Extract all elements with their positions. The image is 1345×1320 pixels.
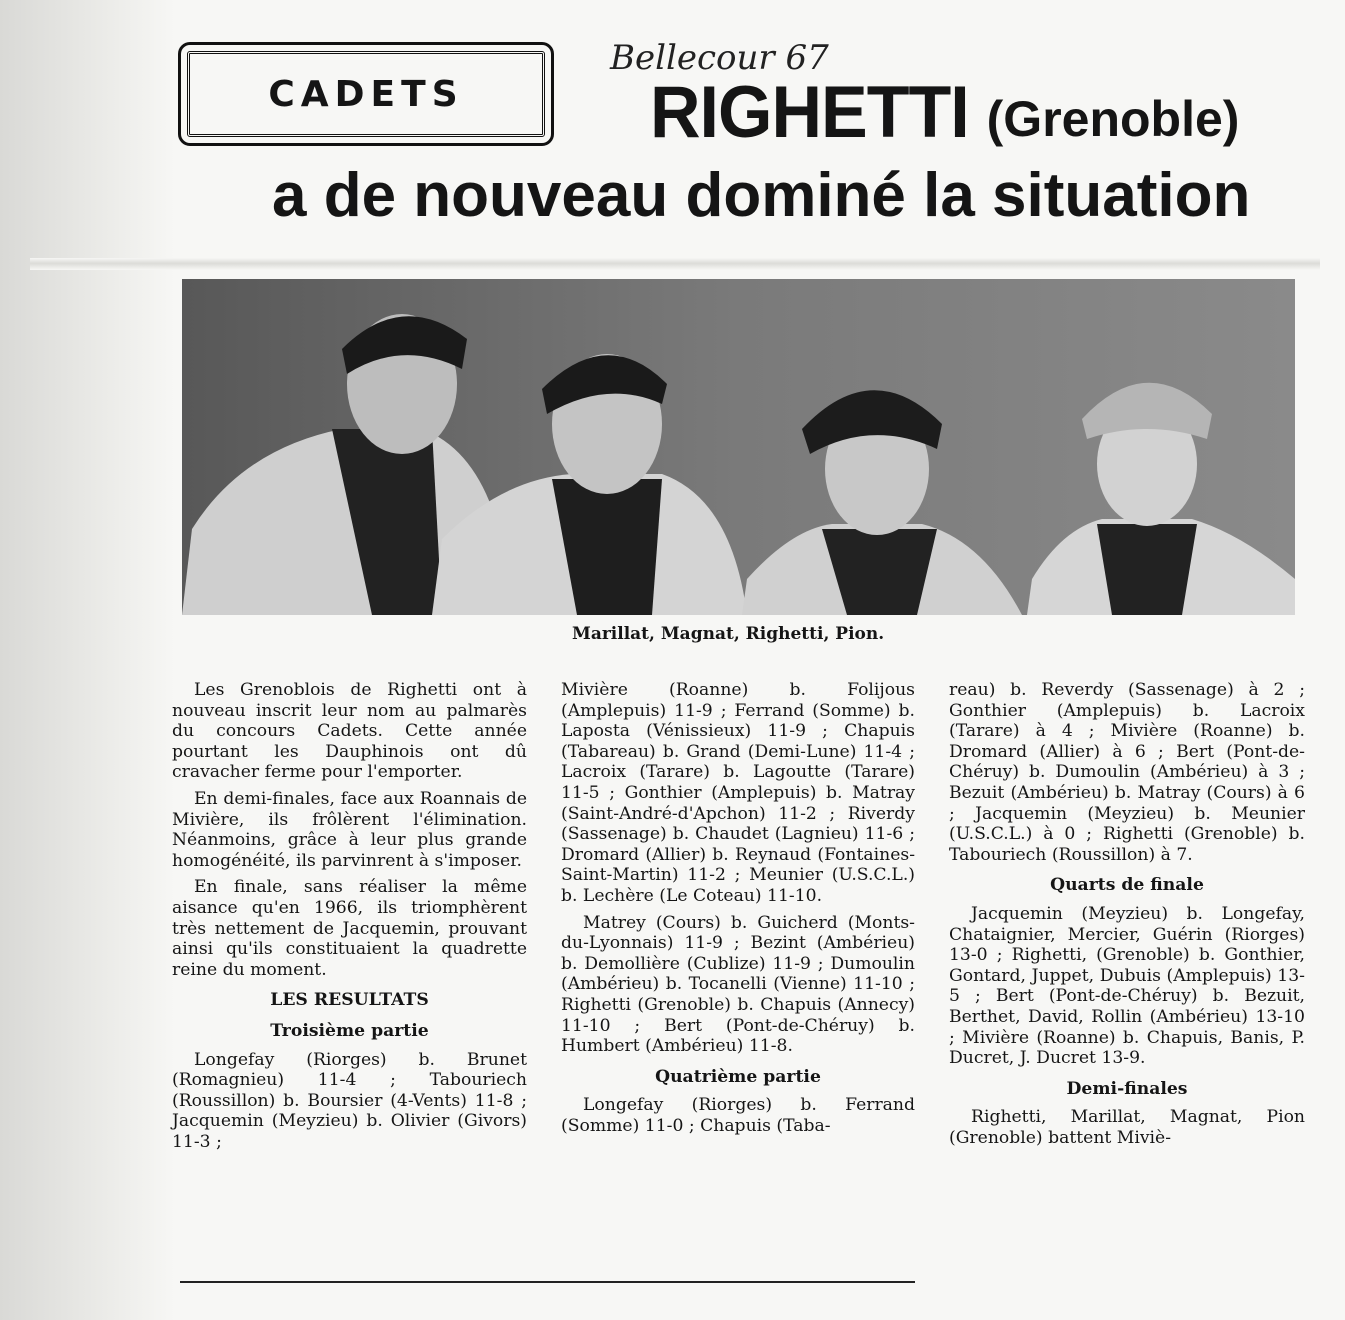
photo-caption: Marillat, Magnat, Righetti, Pion. — [572, 624, 885, 644]
paragraph: reau) b. Reverdy (Sassenage) à 2 ; Gonthier (Amplepuis) b. Lacroix (Tarare) à 4 ; Mivière (Roanne) b. Dromard (Allier) à 6 ; Bert (Pont-de-Chéruy) b. Dumoulin (Ambérieu) à 3 ; Bezuit (Ambérieu) b. Matray (Cours) à 6 ; Jacquemin (Meyzieu) b. Meunier (U.S.C.L.) à 0 ; Righetti (Grenoble) b. Tabouriech (Roussillon) à 7. — [949, 680, 1305, 865]
paragraph: Matrey (Cours) b. Guicherd (Monts-du-Lyonnais) 11-9 ; Bezint (Ambérieu) b. Demollière (Cublize) 11-9 ; Dumoulin (Ambérieu) b. Tocanelli (Vienne) 11-10 ; Righetti (Grenoble) b. Chapuis (Annecy) 11-10 ; Bert (Pont-de-Chéruy) b. Humbert (Ambérieu) 11-8. — [561, 912, 915, 1057]
headline-line-2: a de nouveau dominé la situation — [272, 161, 1251, 230]
headline-line-1 — [650, 72, 1239, 152]
paragraph: Les Grenoblois de Righetti ont à nouveau inscrit leur nom au palmarès du concours Cadets. Cette année pourtant les Dauphinois ont dû cravacher ferme pour l'emporter. — [172, 680, 527, 783]
handwritten-note: Bellecour 67 — [610, 38, 829, 78]
paragraph: Jacquemin (Meyzieu) b. Longefay, Chataignier, Mercier, Guérin (Riorges) 13-0 ; Righetti, (Grenoble) b. Gonthier, Gontard, Juppet, Dubuis (Amplepuis) 13-5 ; Bert (Pont-de-Chéruy) b. Bezuit, Berthet, David, Rollin (Ambérieu) 13-10 ; Mivière (Roanne) b. Chapuis, Banis, P. Ducret, J. Ducret 13-9. — [949, 903, 1305, 1069]
article-column-1 — [172, 680, 527, 1158]
article-column-2 — [561, 680, 915, 1142]
round-heading: Quarts de finale — [1050, 875, 1204, 896]
section-label-box — [178, 42, 554, 146]
paper-fold — [30, 258, 1320, 270]
paragraph: En finale, sans réaliser la même aisance qu'en 1966, ils triomphèrent très nettement de Jacquemin, prouvant ainsi qu'ils constituaient la quadrette reine du moment. — [172, 877, 527, 980]
paragraph: Longefay (Riorges) b. Ferrand (Somme) 11-0 ; Chapuis (Taba- — [561, 1095, 915, 1136]
paragraph: Mivière (Roanne) b. Folijous (Amplepuis) 11-9 ; Ferrand (Somme) b. Laposta (Vénissieux) 11-9 ; Chapuis (Tabareau) b. Grand (Demi-Lune) 11-4 ; Lacroix (Tarare) b. Lagoutte (Tarare) 11-5 ; Gonthier (Amplepuis) b. Matray (Saint-André-d'Apchon) 11-2 ; Riverdy (Sassenage) b. Chaudet (Lagnieu) 11-6 ; Dromard (Allier) b. Reynaud (Fontaines-Saint-Martin) 11-2 ; Meunier (U.S.C.L.) b. Lechère (Le Coteau) 11-10. — [561, 680, 915, 906]
section-label: CADETS — [268, 73, 464, 115]
scan-shadow — [0, 0, 175, 1320]
team-photo — [182, 279, 1295, 615]
paragraph: En demi-finales, face aux Roannais de Mivière, ils frôlèrent l'élimination. Néanmoins, grâce à leur plus grande homogénéité, ils parvinrent à s'imposer. — [172, 788, 527, 871]
article-column-3 — [949, 680, 1305, 1154]
team-photo-image — [182, 279, 1295, 615]
round-heading: Quatrième partie — [655, 1066, 821, 1087]
paragraph: Longefay (Riorges) b. Brunet (Romagnieu) 11-4 ; Tabouriech (Roussillon) b. Boursier (4-Vents) 11-8 ; Jacquemin (Meyzieu) b. Olivier (Givors) 11-3 ; — [172, 1049, 527, 1152]
round-heading: Troisième partie — [270, 1020, 429, 1041]
paragraph: Righetti, Marillat, Magnat, Pion (Grenoble) battent Miviè- — [949, 1107, 1305, 1148]
round-heading: Demi-finales — [1066, 1078, 1188, 1099]
results-heading: LES RESULTATS — [270, 990, 429, 1011]
column-rule — [180, 1281, 915, 1283]
headline-city: (Grenoble) — [986, 91, 1240, 147]
headline-name: RIGHETTI — [650, 71, 969, 153]
